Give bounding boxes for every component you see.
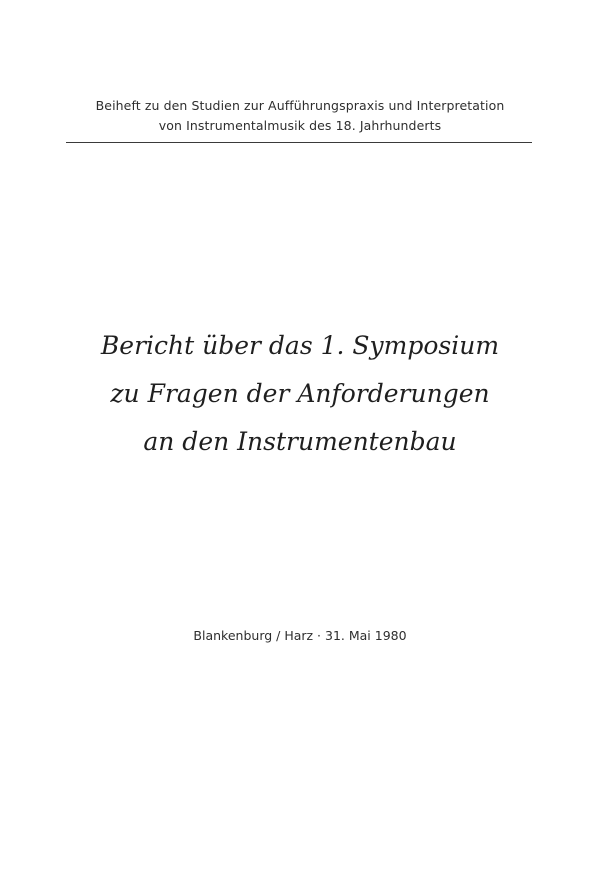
header-divider	[66, 142, 532, 143]
series-note-line-2: von Instrumentalmusik des 18. Jahrhunderts	[158, 118, 442, 133]
title-line-2: zu Fragen der Anforderungen	[110, 379, 490, 408]
title-line-1: Bericht über das 1. Symposium	[100, 331, 500, 360]
series-note-line-1: Beiheft zu den Studien zur Aufführungspraxis und Interpretation	[95, 98, 505, 113]
place-and-date: Blankenburg / Harz · 31. Mai 1980	[193, 628, 407, 643]
series-note	[70, 96, 530, 136]
page-title	[60, 322, 540, 466]
title-line-3: an den Instrumentenbau	[143, 427, 457, 456]
